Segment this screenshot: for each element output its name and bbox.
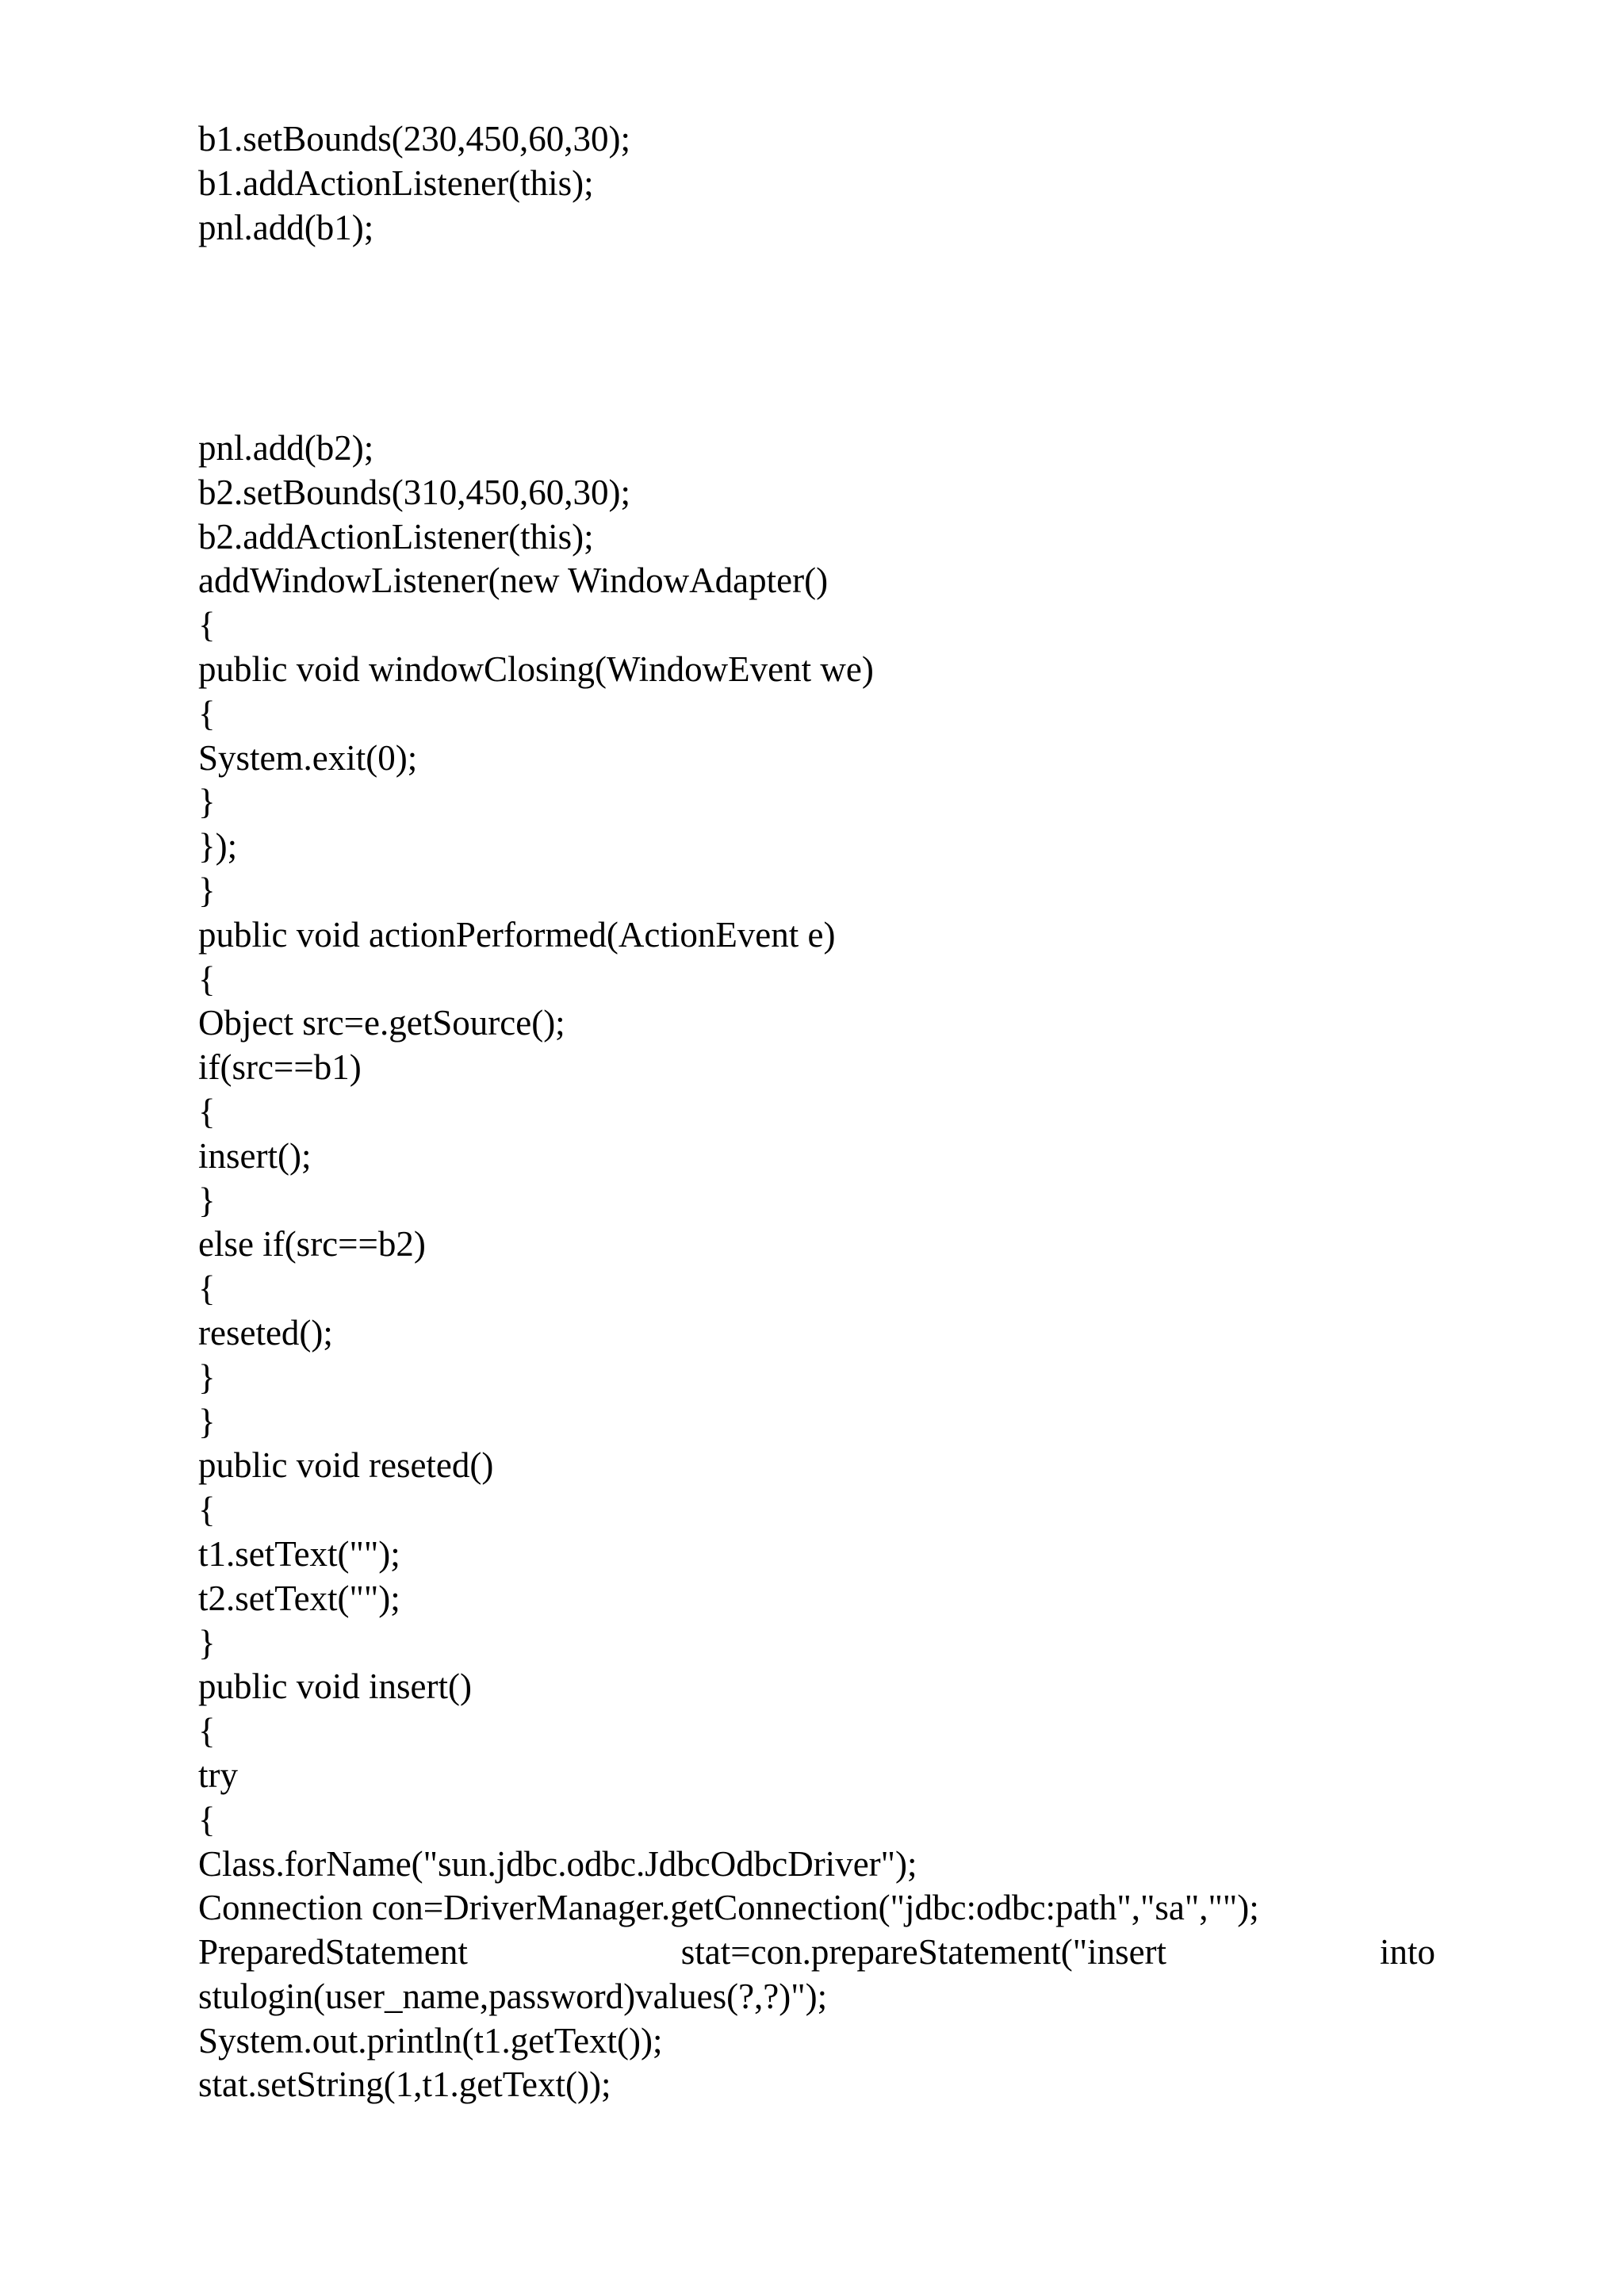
code-line: try [198, 1755, 238, 1795]
code-line: Connection con=DriverManager.getConnection("jdbc:odbc:path","sa",""); [198, 1888, 1259, 1928]
code-line: public void insert() [198, 1667, 472, 1707]
code-line: } [198, 1622, 216, 1663]
code-line: b2.addActionListener(this); [198, 516, 594, 557]
code-line: b2.setBounds(310,450,60,30); [198, 472, 630, 512]
code-line: public void windowClosing(WindowEvent we) [198, 649, 874, 689]
code-line: } [198, 1357, 216, 1397]
justified-part: into [1379, 1932, 1435, 1973]
code-line: stulogin(user_name,password)values(?,?)"); [198, 1976, 828, 2016]
code-line: { [198, 959, 216, 999]
code-block-main [198, 427, 1435, 2107]
code-line: b1.addActionListener(this); [198, 163, 594, 203]
code-line: stat.setString(1,t1.getText()); [198, 2064, 611, 2105]
code-line: } [198, 1180, 216, 1220]
code-line: } [198, 782, 216, 822]
code-line: t2.setText(""); [198, 1578, 400, 1618]
code-line: }); [198, 826, 238, 867]
code-line: { [198, 605, 216, 645]
code-line: reseted(); [198, 1312, 333, 1353]
code-line: { [198, 1490, 216, 1530]
code-line-justified [198, 1931, 1435, 1975]
code-line: { [198, 1799, 216, 1839]
code-line: addWindowListener(new WindowAdapter() [198, 561, 829, 601]
code-line: System.exit(0); [198, 737, 418, 778]
code-line: t1.setText(""); [198, 1533, 400, 1574]
code-line: { [198, 1091, 216, 1131]
code-line: Class.forName("sun.jdbc.odbc.JdbcOdbcDriver"); [198, 1843, 917, 1884]
code-block-top [198, 117, 1435, 250]
code-line: public void reseted() [198, 1445, 494, 1486]
code-line: public void actionPerformed(ActionEvent e) [198, 914, 836, 955]
justified-part: PreparedStatement [198, 1932, 468, 1973]
code-line: { [198, 693, 216, 733]
code-line: pnl.add(b1); [198, 207, 374, 247]
code-line: } [198, 870, 216, 910]
code-line: System.out.println(t1.getText()); [198, 2020, 663, 2061]
code-line: if(src==b1) [198, 1047, 362, 1088]
code-line: { [198, 1269, 216, 1309]
code-line: pnl.add(b2); [198, 428, 374, 468]
code-line: { [198, 1711, 216, 1751]
code-line: b1.setBounds(230,450,60,30); [198, 119, 630, 159]
justified-part: stat=con.prepareStatement("insert [680, 1932, 1167, 1973]
code-line: } [198, 1401, 216, 1441]
code-line: else if(src==b2) [198, 1224, 426, 1265]
code-line: insert(); [198, 1135, 312, 1176]
code-line: Object src=e.getSource(); [198, 1003, 565, 1043]
